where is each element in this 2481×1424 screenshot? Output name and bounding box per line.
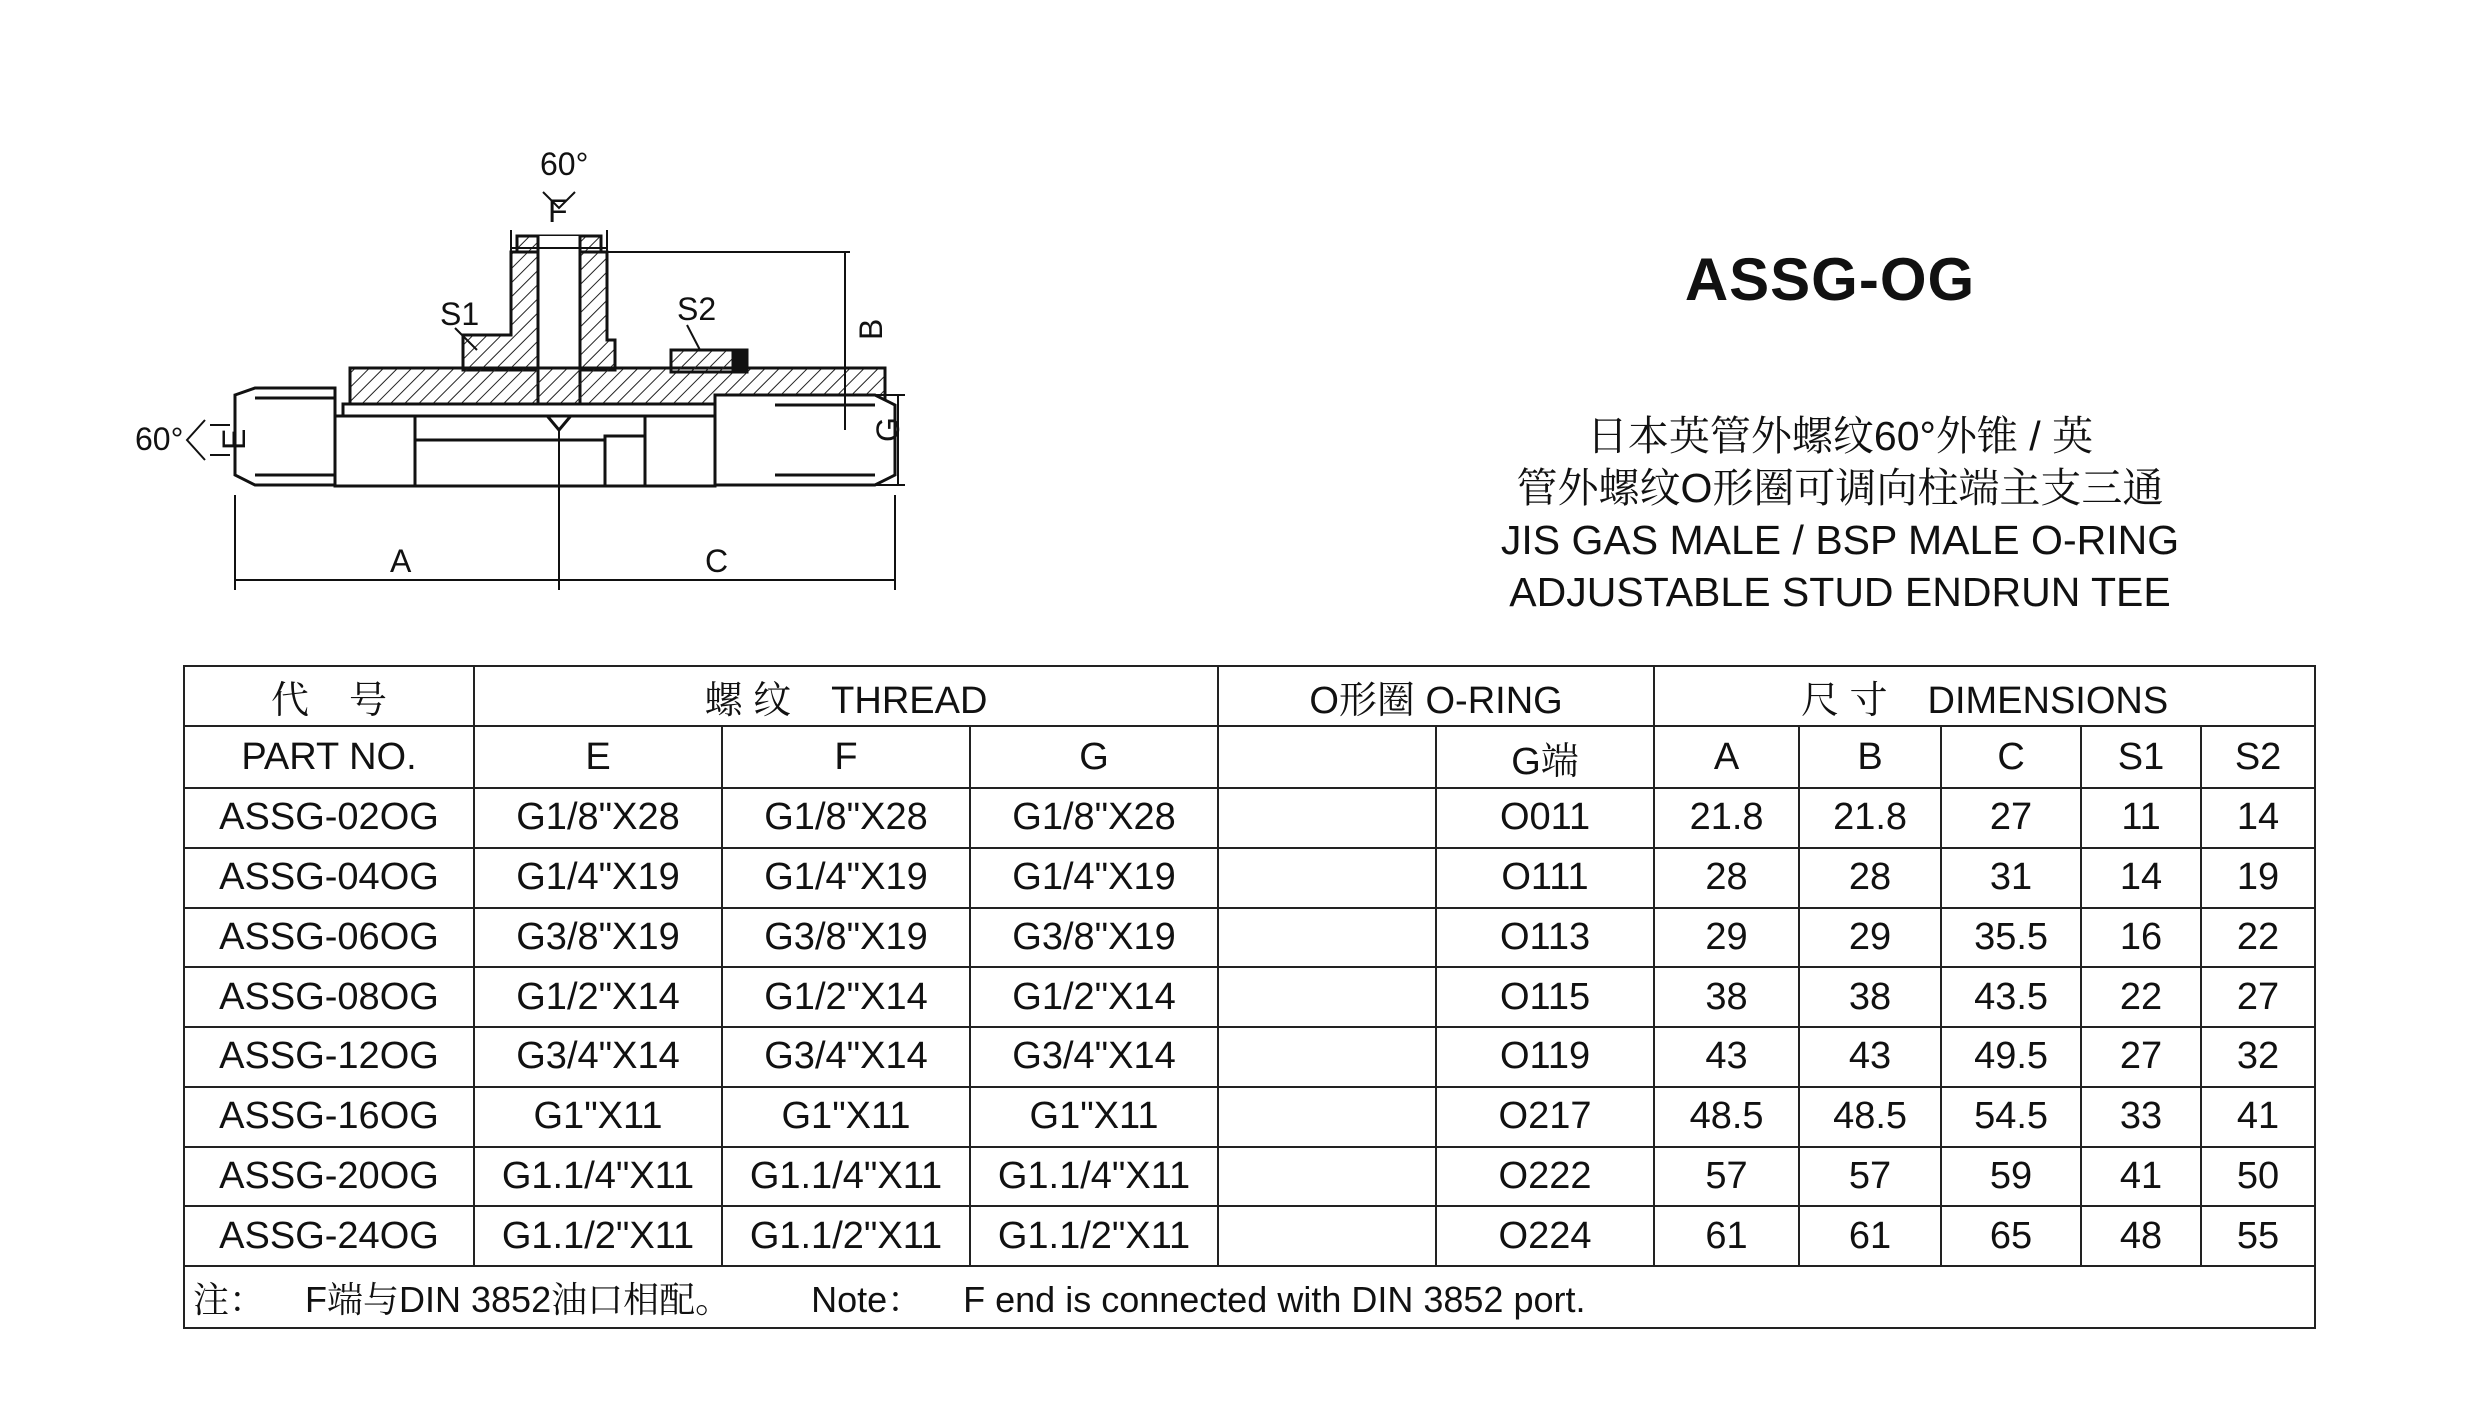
- cell-f: G3/8"X19: [722, 908, 970, 968]
- cell-blank: [1218, 848, 1436, 908]
- table-note: 注： F端与DIN 3852油口相配。 Note： F end is connected with DIN 3852 port.: [184, 1266, 2315, 1328]
- cell-s1: 14: [2081, 848, 2201, 908]
- product-description: [1380, 410, 2300, 618]
- cell-b: 21.8: [1799, 788, 1941, 848]
- dim-c-header: C: [1941, 726, 2081, 788]
- cell-f: G1/4"X19: [722, 848, 970, 908]
- cell-b: 48.5: [1799, 1087, 1941, 1147]
- oring-g-end-header: G端: [1436, 726, 1654, 788]
- cell-e: G1.1/2"X11: [474, 1206, 722, 1266]
- table-row: [184, 1147, 2315, 1207]
- tee-fitting-drawing: [135, 140, 935, 600]
- cell-a: 57: [1654, 1147, 1799, 1207]
- cell-blank: [1218, 1087, 1436, 1147]
- cell-g: G1.1/4"X11: [970, 1147, 1218, 1207]
- cell-g: G1.1/2"X11: [970, 1206, 1218, 1266]
- specification-table: [183, 665, 2316, 1329]
- cell-s1: 48: [2081, 1206, 2201, 1266]
- cell-a: 21.8: [1654, 788, 1799, 848]
- cell-f: G3/4"X14: [722, 1027, 970, 1087]
- thread-header: 螺 纹 THREAD: [474, 666, 1218, 726]
- cell-s2: 14: [2201, 788, 2315, 848]
- cell-f: G1/2"X14: [722, 967, 970, 1027]
- cell-e: G3/8"X19: [474, 908, 722, 968]
- cell-a: 28: [1654, 848, 1799, 908]
- cell-c: 35.5: [1941, 908, 2081, 968]
- cell-s2: 22: [2201, 908, 2315, 968]
- oring-blank-header: [1218, 726, 1436, 788]
- cell-g: G1"X11: [970, 1087, 1218, 1147]
- table-row: [184, 908, 2315, 968]
- cell-e: G1/2"X14: [474, 967, 722, 1027]
- cell-a: 61: [1654, 1206, 1799, 1266]
- cell-e: G3/4"X14: [474, 1027, 722, 1087]
- cell-f: G1.1/4"X11: [722, 1147, 970, 1207]
- cell-b: 43: [1799, 1027, 1941, 1087]
- part-series-title: ASSG-OG: [1684, 246, 1976, 313]
- a-label: A: [390, 543, 412, 579]
- cell-g: G1/2"X14: [970, 967, 1218, 1027]
- angle-left-label: 60°: [135, 421, 184, 457]
- cell-g: G1/4"X19: [970, 848, 1218, 908]
- cell-f: G1.1/2"X11: [722, 1206, 970, 1266]
- cell-e: G1/8"X28: [474, 788, 722, 848]
- cell-s2: 55: [2201, 1206, 2315, 1266]
- cell-part: ASSG-08OG: [184, 967, 474, 1027]
- cell-s2: 50: [2201, 1147, 2315, 1207]
- cell-s1: 22: [2081, 967, 2201, 1027]
- table-row: [184, 1087, 2315, 1147]
- cell-c: 54.5: [1941, 1087, 2081, 1147]
- cell-c: 49.5: [1941, 1027, 2081, 1087]
- cell-part: ASSG-16OG: [184, 1087, 474, 1147]
- cell-blank: [1218, 967, 1436, 1027]
- c-label: C: [705, 543, 729, 579]
- cell-oring: O222: [1436, 1147, 1654, 1207]
- s2-label: S2: [677, 291, 717, 327]
- table-row: [184, 1206, 2315, 1266]
- cell-b: 61: [1799, 1206, 1941, 1266]
- cell-g: G3/4"X14: [970, 1027, 1218, 1087]
- cell-a: 38: [1654, 967, 1799, 1027]
- cell-blank: [1218, 1147, 1436, 1207]
- g-label: G: [870, 417, 906, 442]
- cell-s1: 27: [2081, 1027, 2201, 1087]
- cell-a: 48.5: [1654, 1087, 1799, 1147]
- table-row: [184, 848, 2315, 908]
- cell-oring: O113: [1436, 908, 1654, 968]
- oring-header: O形圈 O-RING: [1218, 666, 1654, 726]
- cell-oring: O217: [1436, 1087, 1654, 1147]
- cell-b: 28: [1799, 848, 1941, 908]
- cell-a: 29: [1654, 908, 1799, 968]
- cell-s2: 41: [2201, 1087, 2315, 1147]
- dim-b-header: B: [1799, 726, 1941, 788]
- cell-c: 43.5: [1941, 967, 2081, 1027]
- dimensions-header: 尺 寸 DIMENSIONS: [1654, 666, 2315, 726]
- cell-oring: O115: [1436, 967, 1654, 1027]
- thread-e-header: E: [474, 726, 722, 788]
- cell-e: G1.1/4"X11: [474, 1147, 722, 1207]
- angle-top-label: 60°: [540, 146, 589, 182]
- cell-part: ASSG-02OG: [184, 788, 474, 848]
- cell-part: ASSG-20OG: [184, 1147, 474, 1207]
- table-row: [184, 1027, 2315, 1087]
- cell-e: G1/4"X19: [474, 848, 722, 908]
- cell-b: 38: [1799, 967, 1941, 1027]
- cell-b: 29: [1799, 908, 1941, 968]
- cell-part: ASSG-06OG: [184, 908, 474, 968]
- cell-s1: 16: [2081, 908, 2201, 968]
- dim-s2-header: S2: [2201, 726, 2315, 788]
- table-row: [184, 788, 2315, 848]
- cell-a: 43: [1654, 1027, 1799, 1087]
- thread-f-header: F: [722, 726, 970, 788]
- description-en-line1: JIS GAS MALE / BSP MALE O-RING: [1500, 517, 2180, 563]
- cell-g: G1/8"X28: [970, 788, 1218, 848]
- cell-part: ASSG-12OG: [184, 1027, 474, 1087]
- cell-oring: O011: [1436, 788, 1654, 848]
- f-label: F: [548, 193, 568, 229]
- e-label: E: [216, 428, 252, 450]
- cell-g: G3/8"X19: [970, 908, 1218, 968]
- cell-c: 27: [1941, 788, 2081, 848]
- cell-oring: O119: [1436, 1027, 1654, 1087]
- cell-s2: 32: [2201, 1027, 2315, 1087]
- description-cn-line1: 日本英管外螺纹60°外锥 / 英: [1586, 413, 2094, 459]
- cell-f: G1"X11: [722, 1087, 970, 1147]
- dim-a-header: A: [1654, 726, 1799, 788]
- part-no-header: PART NO.: [184, 726, 474, 788]
- description-en-line2: ADJUSTABLE STUD ENDRUN TEE: [1509, 569, 2171, 615]
- cell-blank: [1218, 788, 1436, 848]
- cell-c: 59: [1941, 1147, 2081, 1207]
- cell-s1: 41: [2081, 1147, 2201, 1207]
- cell-part: ASSG-24OG: [184, 1206, 474, 1266]
- cell-blank: [1218, 1027, 1436, 1087]
- cell-part: ASSG-04OG: [184, 848, 474, 908]
- cell-e: G1"X11: [474, 1087, 722, 1147]
- cell-oring: O111: [1436, 848, 1654, 908]
- cell-f: G1/8"X28: [722, 788, 970, 848]
- cell-c: 65: [1941, 1206, 2081, 1266]
- cell-s2: 19: [2201, 848, 2315, 908]
- s1-label: S1: [440, 296, 480, 332]
- b-label: B: [853, 318, 889, 340]
- table-row: [184, 967, 2315, 1027]
- thread-g-header: G: [970, 726, 1218, 788]
- cell-s1: 11: [2081, 788, 2201, 848]
- part-no-header-cn: 代 号: [184, 666, 474, 726]
- cell-c: 31: [1941, 848, 2081, 908]
- description-cn-line2: 管外螺纹O形圈可调向柱端主支三通: [1516, 465, 2164, 511]
- cell-s1: 33: [2081, 1087, 2201, 1147]
- cell-blank: [1218, 908, 1436, 968]
- cell-oring: O224: [1436, 1206, 1654, 1266]
- dim-s1-header: S1: [2081, 726, 2201, 788]
- cell-blank: [1218, 1206, 1436, 1266]
- cell-b: 57: [1799, 1147, 1941, 1207]
- cell-s2: 27: [2201, 967, 2315, 1027]
